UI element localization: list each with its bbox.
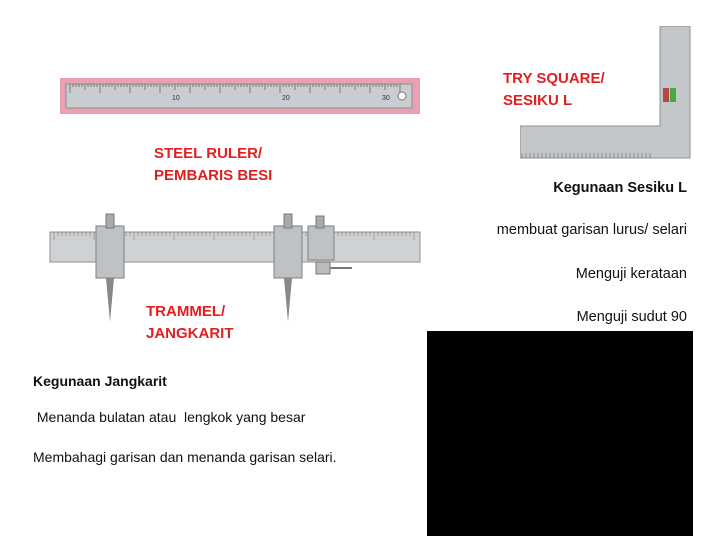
jangkarit-item-1: Menanda bulatan atau lengkok yang besar [33,409,306,425]
jangkarit-heading: Kegunaan Jangkarit [33,373,167,389]
ruler-number-10: 10 [172,95,180,102]
sesiku-item-1: membuat garisan lurus/ selari [496,222,687,238]
steel-ruler-label: STEEL RULER/ PEMBARIS BESI [154,145,273,184]
jangkarit-item-2: Membahagi garisan dan menanda garisan selari. [33,449,337,465]
sesiku-item-3: Menguji sudut 90 [576,309,687,325]
trammel-image [46,212,426,332]
sesiku-heading: Kegunaan Sesiku L [553,180,687,196]
ruler-number-20: 20 [282,95,290,102]
steel-ruler-image [60,78,420,114]
ruler-number-30: 30 [382,95,390,102]
sesiku-item-2: Menguji kerataan [575,266,687,282]
black-box [427,331,693,536]
try-square-label: TRY SQUARE/ SESIKU L [503,70,605,109]
trammel-label: TRAMMEL/ JANGKARIT [146,303,234,342]
